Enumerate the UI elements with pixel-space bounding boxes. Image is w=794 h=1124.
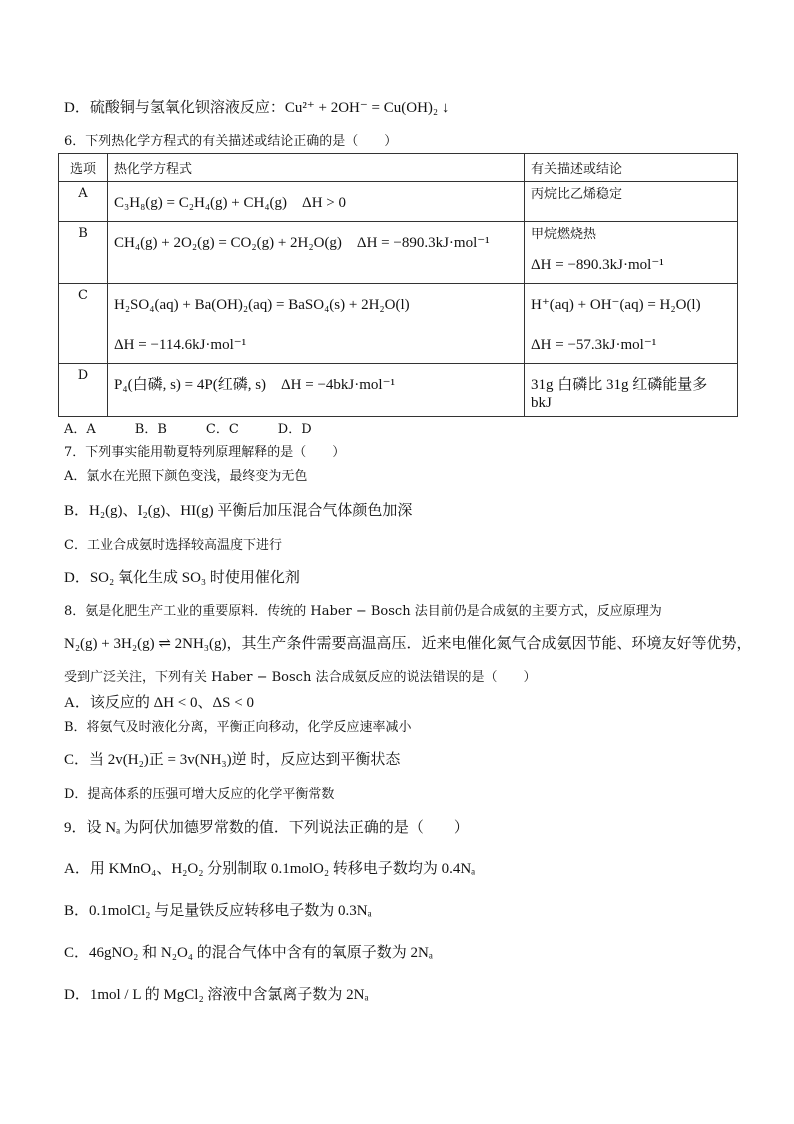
equation-line: H₂SO₄(aq) + Ba(OH)₂(aq) = BaSO₄(s) + 2H₂O(l) <box>114 297 410 313</box>
q8-stem-line3: 受到广泛关注，下列有关 Haber − Bosch 法合成氨反应的说法错误的是（ ） <box>64 670 537 685</box>
q9-option-c: C．46gNO₂ 和 N₂O₄ 的混合气体中含有的氧原子数为 2Nₐ <box>64 945 433 961</box>
q9-stem: 9．设 Nₐ 为阿伏加德罗常数的值．下列说法正确的是（ ） <box>64 820 469 836</box>
q9-option-a: A．用 KMnO₄、H₂O₂ 分别制取 0.1molO₂ 转移电子数均为 0.4Nₐ <box>64 861 476 877</box>
table-row <box>59 182 738 222</box>
header-cell: 有关描述或结论 <box>525 154 738 182</box>
table-header-row <box>59 154 738 182</box>
equation-cell <box>108 182 525 222</box>
row-label: D <box>59 364 108 417</box>
q7-option-c: C．工业合成氨时选择较高温度下进行 <box>64 538 282 553</box>
equation-cell <box>108 222 525 284</box>
table-row <box>59 284 738 364</box>
q7-option-d: D．SO₂ 氧化生成 SO₃ 时使用催化剂 <box>64 570 300 586</box>
equation-line: ΔH = −114.6kJ·mol⁻¹ <box>114 337 247 353</box>
q7-option-a: A．氯水在光照下颜色变浅，最终变为无色 <box>64 469 308 484</box>
note-line: 31g 白磷比 31g 红磷能量多 bkJ <box>531 377 708 411</box>
note-line: 丙烷比乙烯稳定 <box>531 187 623 202</box>
q9-option-d: D．1mol / L 的 MgCl₂ 溶液中含氯离子数为 2Nₐ <box>64 987 369 1003</box>
table-row <box>59 222 738 284</box>
header-cell: 选项 <box>59 154 108 182</box>
equation-cell <box>108 284 525 364</box>
row-label: A <box>59 182 108 222</box>
equation-line: C₃H₈(g) = C₂H₄(g) + CH₄(g) ΔH > 0 <box>114 195 346 211</box>
note-cell <box>525 364 738 417</box>
q6-table <box>58 153 738 417</box>
q7-option-b: B．H₂(g)、I₂(g)、HI(g) 平衡后加压混合气体颜色加深 <box>64 503 413 519</box>
note-line: ΔH = −890.3kJ·mol⁻¹ <box>531 257 664 273</box>
note-line: ΔH = −57.3kJ·mol⁻¹ <box>531 337 657 353</box>
equation-line: CH₄(g) + 2O₂(g) = CO₂(g) + 2H₂O(g) ΔH = −890.3kJ·mol⁻¹ <box>114 235 490 251</box>
q7-stem: 7．下列事实能用勒夏特列原理解释的是（ ） <box>64 445 346 460</box>
q9-option-b: B．0.1molCl₂ 与足量铁反应转移电子数为 0.3Nₐ <box>64 903 372 919</box>
equation-line: P₄(白磷, s) = 4P(红磷, s) ΔH = −4bkJ·mol⁻¹ <box>114 377 396 393</box>
row-label: B <box>59 222 108 284</box>
q8-option-d: D．提高体系的压强可增大反应的化学平衡常数 <box>64 787 335 802</box>
q8-option-a: A．该反应的 ΔH < 0、ΔS < 0 <box>64 695 254 711</box>
note-line: H⁺(aq) + OH⁻(aq) = H₂O(l) <box>531 297 701 313</box>
note-cell <box>525 182 738 222</box>
note-line: 甲烷燃烧热 <box>531 227 597 242</box>
q5-option-d: D．硫酸铜与氢氧化钡溶液反应：Cu²⁺ + 2OH⁻ = Cu(OH)₂ ↓ <box>64 100 450 116</box>
table-row <box>59 364 738 417</box>
equation-cell <box>108 364 525 417</box>
q8-option-c: C．当 2v(H₂)正 = 3v(NH₃)逆 时，反应达到平衡状态 <box>64 752 401 768</box>
q8-stem-line1: 8．氨是化肥生产工业的重要原料．传统的 Haber − Bosch 法目前仍是合成氨的主要方式，反应原理为 <box>64 604 662 619</box>
row-label: C <box>59 284 108 364</box>
q8-option-b: B．将氨气及时液化分离，平衡正向移动，化学反应速率减小 <box>64 720 412 735</box>
note-cell <box>525 284 738 364</box>
q8-stem-line2: N₂(g) + 3H₂(g) ⇌ 2NH₃(g)，其生产条件需要高温高压．近来电催化氮气合成氨因节能、环境友好等优势， <box>64 636 752 652</box>
note-cell <box>525 222 738 284</box>
header-cell: 热化学方程式 <box>108 154 525 182</box>
q6-options: A．A B．B C．C D．D <box>64 422 312 437</box>
q6-stem: 6．下列热化学方程式的有关描述或结论正确的是（ ） <box>64 134 398 149</box>
